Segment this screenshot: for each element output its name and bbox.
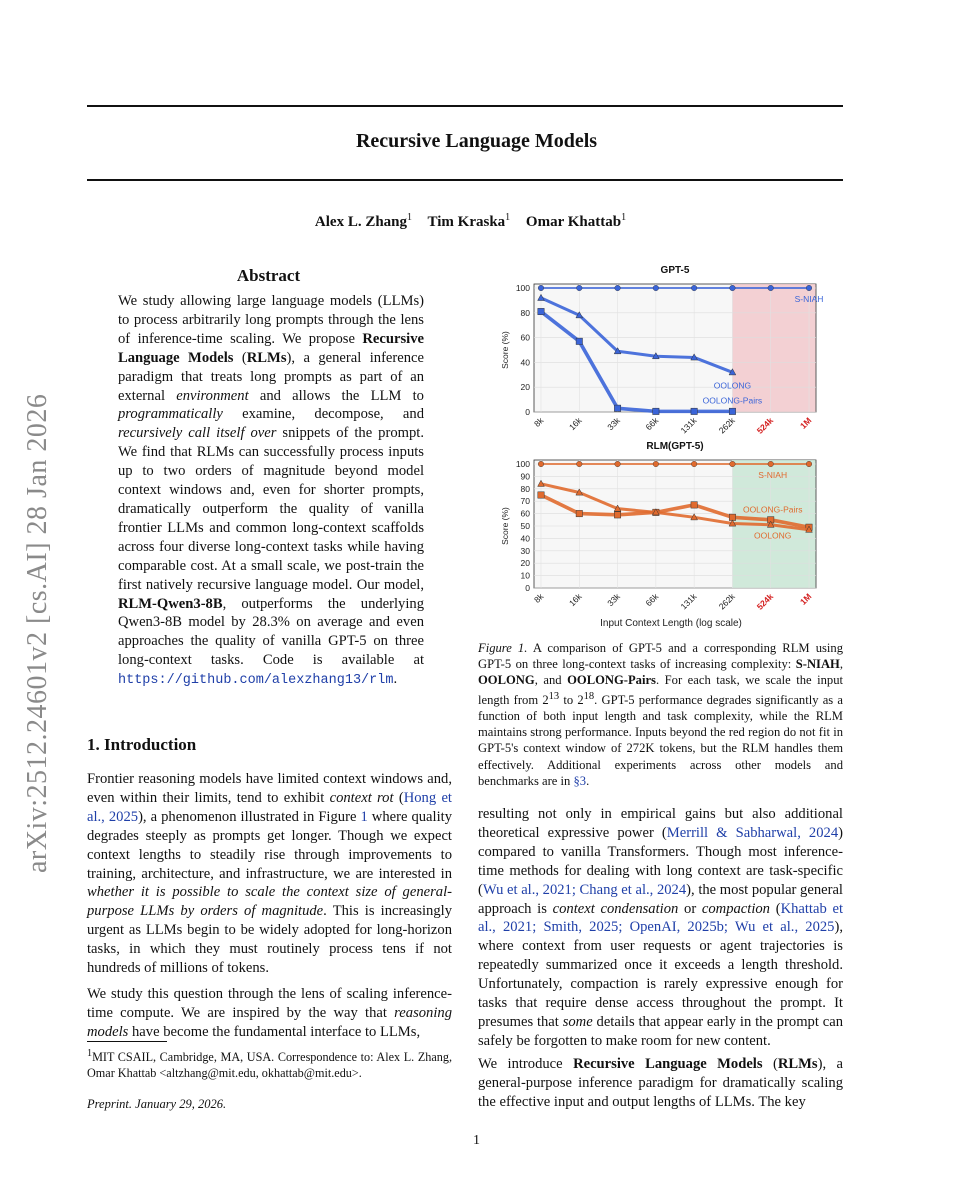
- page-number: 1: [473, 1133, 480, 1148]
- y-tick-label: 20: [520, 558, 530, 569]
- citation-link[interactable]: Wu et al., 2021; Chang et al., 2024: [482, 881, 687, 898]
- data-point: [806, 285, 812, 291]
- citation-link[interactable]: Hong et al., 2025: [87, 789, 452, 825]
- arxiv-stamp: arXiv:2512.24601v2 [cs.AI] 28 Jan 2026: [22, 393, 53, 873]
- citation-link[interactable]: Merrill & Sabharwal, 2024: [666, 824, 839, 841]
- data-point: [614, 512, 620, 518]
- y-axis-label: Score (%): [500, 507, 510, 545]
- y-tick-label: 10: [520, 570, 530, 581]
- y-tick-label: 100: [515, 459, 530, 469]
- data-point: [538, 285, 544, 291]
- data-point: [615, 285, 621, 291]
- x-tick-label: 8k: [531, 591, 546, 605]
- data-point: [576, 461, 582, 467]
- data-point: [576, 510, 582, 516]
- x-tick-label: 16k: [566, 591, 584, 609]
- x-tick-label: 33k: [605, 591, 622, 609]
- data-point: [768, 461, 774, 467]
- title-rule: [87, 179, 843, 181]
- data-point: [538, 308, 544, 314]
- gpt5-panel: [500, 265, 823, 436]
- paper-title: Recursive Language Models: [355, 130, 598, 152]
- x-tick-label: 524k: [754, 415, 776, 436]
- series-label: OOLONG: [754, 530, 792, 541]
- citation-link[interactable]: Khattab et al., 2021; Smith, 2025; OpenAI, 2025b; Wu et al., 2025: [478, 900, 843, 936]
- code-link[interactable]: https://github.com/alexzhang13/rlm: [118, 673, 394, 689]
- y-tick-label: 30: [520, 545, 530, 556]
- x-axis-label: Input Context Length (log scale): [600, 618, 742, 629]
- section-ref-link[interactable]: §3: [573, 773, 587, 788]
- figure-ref-link[interactable]: 1: [360, 808, 368, 825]
- data-point: [768, 285, 774, 291]
- figure-caption: Figure 1. A comparison of GPT-5 and a corresponding RLM using GPT-5 on three long-context tasks of increasing complexity: S-NIAH, OOLONG, and OOLONG-Pairs. For each task, we scale the input length from $2^{13}$ to $2^{18}$. GPT-5 performance degrades significantly as a function of both input length and task complexity, while the RLM maintains strong performance. Inputs beyond the red region do not fit in GPT-5's context window of 272K tokens, but the RLM handles them effectively. Additional experiments across other models and benchmarks are in §3.: [478, 641, 844, 788]
- section-heading: 1. Introduction: [87, 735, 197, 754]
- y-tick-label: 50: [520, 521, 530, 531]
- data-point: [691, 502, 697, 508]
- y-tick-label: 0: [525, 407, 530, 417]
- data-point: [730, 461, 736, 467]
- x-tick-label: 262k: [716, 591, 737, 612]
- figure-1-chart: [486, 262, 831, 632]
- x-tick-label: 262k: [716, 415, 737, 436]
- y-tick-label: 90: [520, 471, 530, 482]
- data-point: [576, 338, 582, 344]
- preprint-date: Preprint. January 29, 2026.: [87, 1097, 227, 1111]
- y-tick-label: 0: [525, 583, 530, 593]
- series-label: OOLONG: [713, 380, 752, 391]
- data-point: [691, 285, 697, 291]
- data-point: [806, 461, 812, 467]
- top-rule: [87, 105, 843, 107]
- data-point: [615, 461, 621, 467]
- data-point: [614, 405, 620, 411]
- y-tick-label: 70: [520, 496, 530, 507]
- data-point: [653, 285, 659, 291]
- chart-title: GPT-5: [660, 265, 690, 276]
- y-tick-label: 80: [520, 307, 530, 318]
- data-point: [691, 461, 697, 467]
- x-tick-label: 8k: [531, 415, 546, 429]
- chart-title: RLM(GPT-5): [646, 441, 704, 452]
- x-tick-label: 33k: [605, 415, 622, 433]
- affiliation-mark: 1: [621, 212, 627, 223]
- x-tick-label: 131k: [678, 415, 699, 436]
- x-tick-label: 16k: [566, 415, 584, 433]
- author-name: Alex L. Zhang: [314, 214, 408, 230]
- author-list: [0, 212, 953, 231]
- y-tick-label: 40: [520, 533, 530, 544]
- x-tick-label: 524k: [754, 591, 776, 612]
- y-axis-label: Score (%): [500, 331, 510, 369]
- data-point: [576, 285, 582, 291]
- series-label: OOLONG-Pairs: [742, 504, 803, 515]
- rlm-panel: [500, 441, 816, 612]
- affiliation-mark: 1: [505, 212, 511, 223]
- affiliation-mark: 1: [407, 212, 413, 223]
- series-label: OOLONG-Pairs: [702, 395, 763, 406]
- data-point: [538, 492, 544, 498]
- data-point: [730, 285, 736, 291]
- right-paragraph-2: We introduce Recursive Language Models (RLMs), a general-purpose inference paradigm for dramatically scaling the effective input and output lengths of LLMs. The key: [478, 1056, 843, 1110]
- intro-paragraph-2: We study this question through the lens of scaling inference-time compute. We are inspired by the way that reasoning models have become the fundamental interface to LLMs,: [87, 986, 452, 1040]
- data-point: [691, 408, 697, 414]
- right-paragraph-1: resulting not only in empirical gains but also additional theoretical expressive power (Merrill & Sabharwal, 2024) compared to vanilla Transformers. Though most inference-time methods for dealing with long context are task-specific (Wu et al., 2021; Chang et al., 2024), the most popular general approach is context condensation or compaction (Khattab et al., 2021; Smith, 2025; OpenAI, 2025b; Wu et al., 2025), where context from user requests or agent trajectories is repeatedly summarized once it exceeds a length threshold. Unfortunately, compaction is rarely expressive enough for tasks that require dense access throughout the prompt. It presumes that some details that appear early in the prompt can safely be forgotten to make room for new content.: [478, 806, 843, 1049]
- abstract-body: We study allowing large language models (LLMs) to process arbitrarily long prompts through the lens of inference-time scaling. We propose Recursive Language Models (RLMs), a general inference paradigm that treats long prompts as part of an external environment and allows the LLM to programmatically examine, decompose, and recursively call itself over snippets of the prompt. We find that RLMs can successfully process inputs up to two orders of magnitude beyond model context windows and, even for shorter prompts, dramatically outperform the quality of vanilla frontier LLMs and common long-context scaffolds across four diverse long-context tasks while having comparable cost. At a small scale, we post-train the first natively recursive language model. Our model, RLM-Qwen3-8B, outperforms the underlying Qwen3-8B model by 28.3% on average and even approaches the quality of vanilla GPT-5 on three long-context tasks. Code is available at https://github.com/alexzhang13/rlm.: [118, 293, 424, 689]
- y-tick-label: 60: [520, 508, 530, 519]
- intro-paragraph-1: Frontier reasoning models have limited context windows and, even within their limits, tend to exhibit context rot (Hong et al., 2025), a phenomenon illustrated in Figure 1 where quality degrades steeply as prompts get longer. Though we expect context lengths to steadily rise through improvements to training, architecture, and infrastructure, we are interested in whether it is possible to scale the context size of general-purpose LLMs by orders of magnitude. This is increasingly urgent as LLMs begin to be widely adopted for long-horizon tasks, in which they must routinely process tens if not hundreds of millions of tokens.: [87, 771, 453, 977]
- author-name: Tim Kraska: [427, 214, 506, 230]
- y-tick-label: 100: [515, 283, 530, 293]
- abstract-heading: Abstract: [236, 266, 301, 285]
- y-tick-label: 20: [520, 382, 530, 393]
- footnote: $^1$MIT CSAIL, Cambridge, MA, USA. Correspondence to: Alex L. Zhang, Omar Khattab <altzhang@mit.edu, okhattab@mit.edu>.: [87, 1048, 452, 1081]
- footnote-rule: [87, 1041, 167, 1042]
- x-tick-label: 1M: [797, 415, 814, 431]
- series-label: S-NIAH: [794, 294, 824, 304]
- x-tick-label: 66k: [643, 415, 661, 433]
- data-point: [653, 408, 659, 414]
- y-tick-label: 40: [520, 357, 530, 368]
- x-tick-label: 1M: [797, 591, 814, 607]
- x-tick-label: 66k: [643, 591, 661, 609]
- y-tick-label: 80: [520, 483, 530, 494]
- series-label: S-NIAH: [758, 470, 788, 480]
- author-name: Omar Khattab: [525, 214, 622, 230]
- data-point: [729, 408, 735, 414]
- data-point: [653, 461, 659, 467]
- y-tick-label: 60: [520, 332, 530, 343]
- x-tick-label: 131k: [678, 591, 699, 612]
- data-point: [538, 461, 544, 467]
